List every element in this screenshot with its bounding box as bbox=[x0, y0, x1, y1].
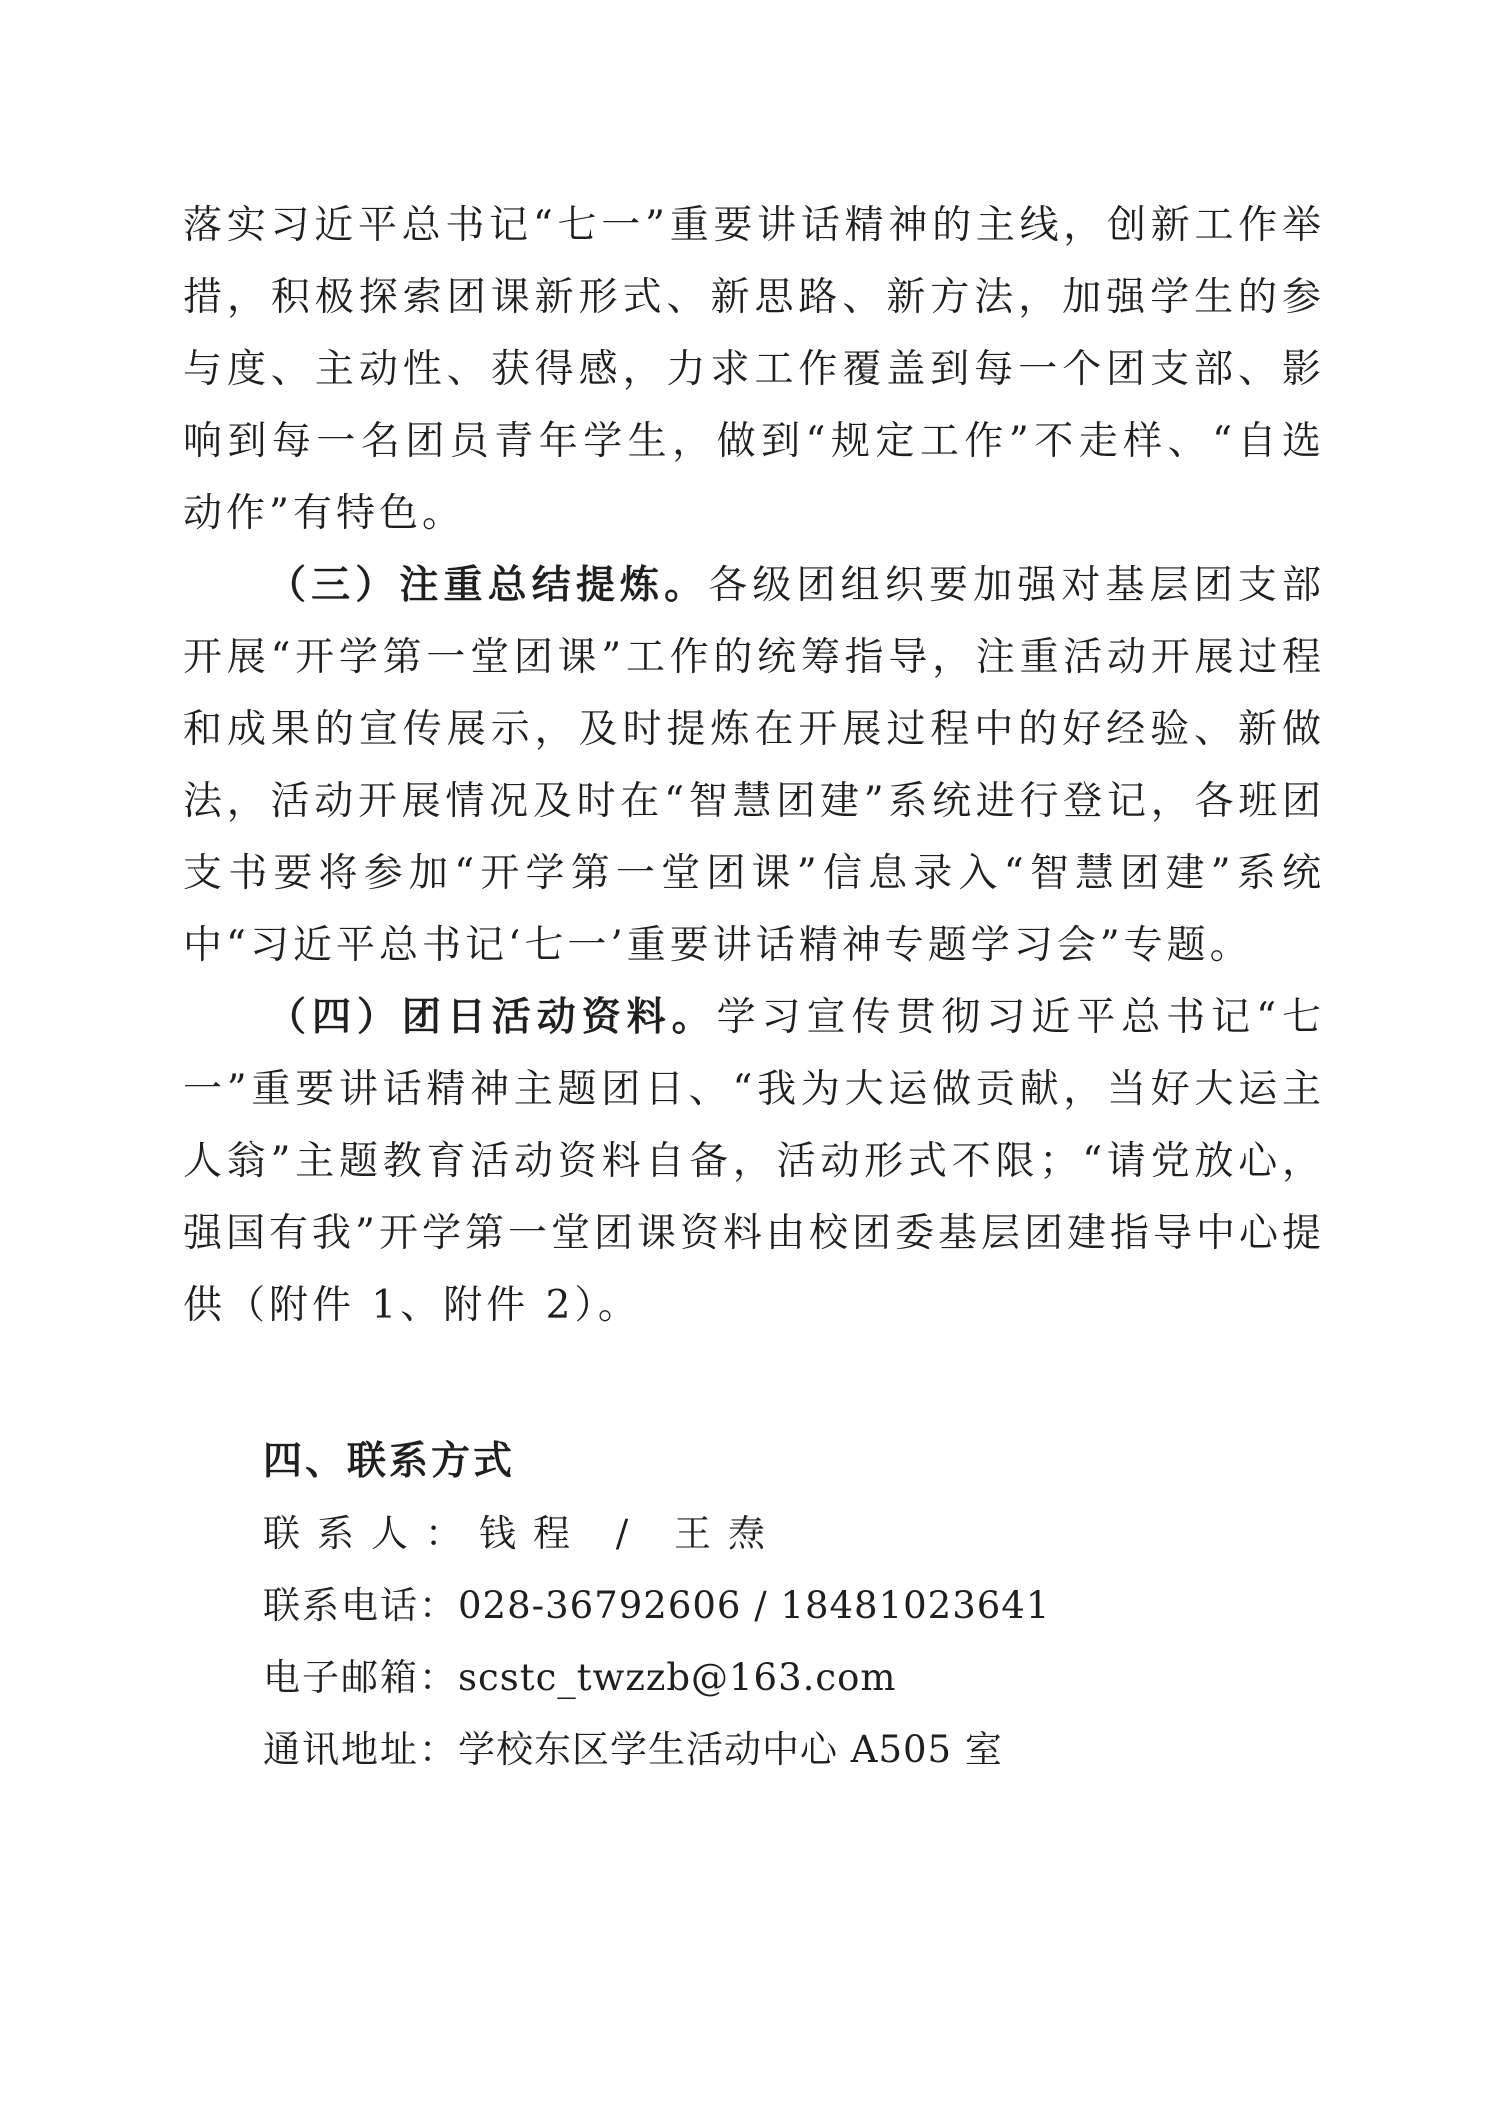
paragraph-text: 学习宣传贯彻习近平总书记“七一”重要讲话精神主题团日、“我为大运做贡献，当好大运主人翁”主题教育活动资料自备，活动形式不限；“请党放心，强国有我”开学第一堂团课资料由校团委基层团建指导中心提供（附件 1、附件 2）。 bbox=[183, 995, 1325, 1328]
contact-address-line bbox=[183, 1714, 1325, 1786]
contact-address-label: 通讯地址： bbox=[263, 1728, 458, 1771]
contact-email-line bbox=[183, 1642, 1325, 1714]
paragraph-summary-refinement bbox=[183, 550, 1325, 982]
section-heading-contact: 四、联系方式 bbox=[263, 1439, 516, 1484]
contact-email-label: 电子邮箱： bbox=[263, 1656, 458, 1699]
paragraph-text: 各级团组织要加强对基层团支部开展“开学第一堂团课”工作的统筹指导，注重活动开展过程和成果的宣传展示，及时提炼在开展过程中的好经验、新做法，活动开展情况及时在“智慧团建”系统进行登记，各班团支书要将参加“开学第一堂团课”信息录入“智慧团建”系统中“习近平总书记‘七一’重要讲话精神专题学习会”专题。 bbox=[183, 563, 1325, 968]
contact-address-value: 学校东区学生活动中心 A505 室 bbox=[458, 1728, 1003, 1771]
contact-person-value: 钱程 / 王焘 bbox=[479, 1512, 782, 1555]
paragraph-text: 落实习近平总书记“七一”重要讲话精神的主线，创新工作举措，积极探索团课新形式、新思路、新方法，加强学生的参与度、主动性、获得感，力求工作覆盖到每一个团支部、影响到每一名团员青年学生，做到“规定工作”不走样、“自选动作”有特色。 bbox=[183, 203, 1325, 536]
paragraph-work-principles bbox=[183, 190, 1325, 550]
subsection-heading-3: （三）注重总结提炼。 bbox=[267, 563, 709, 608]
contact-person-line bbox=[183, 1498, 1325, 1570]
contact-phone-label: 联系电话： bbox=[263, 1584, 458, 1627]
document-body bbox=[183, 190, 1325, 1786]
paragraph-activity-materials bbox=[183, 982, 1325, 1342]
subsection-heading-4: （四）团日活动资料。 bbox=[267, 995, 717, 1040]
contact-email-value: scstc_twzzb@163.com bbox=[458, 1656, 897, 1699]
contact-person-label: 联系人： bbox=[263, 1512, 479, 1555]
contact-phone-value: 028-36792606 / 18481023641 bbox=[458, 1584, 1051, 1627]
contact-phone-line bbox=[183, 1570, 1325, 1642]
